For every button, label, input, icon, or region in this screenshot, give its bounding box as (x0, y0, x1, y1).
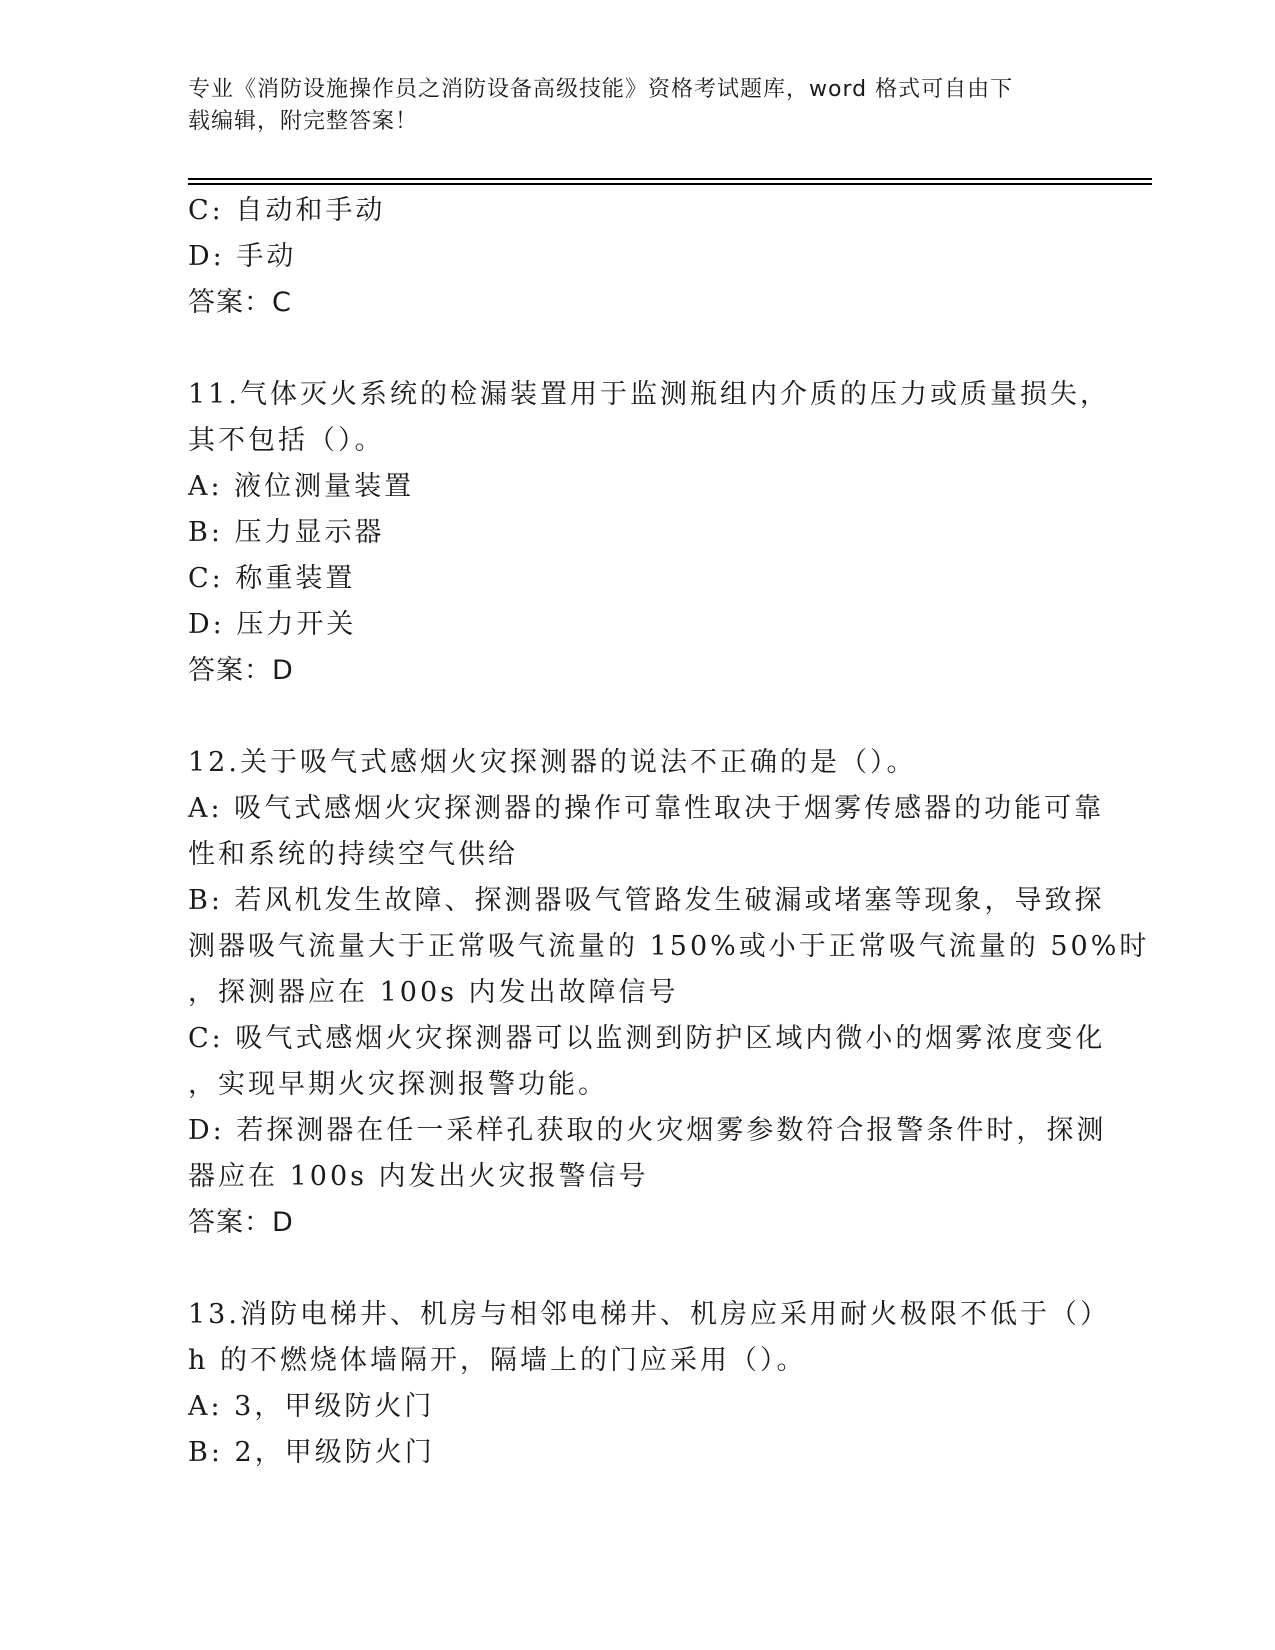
spacer (188, 694, 1088, 740)
spacer (188, 326, 1088, 372)
question-stem-cont: h 的不燃烧体墙隔开，隔墙上的门应采用（）。 (188, 1345, 807, 1376)
option-b: B: 2，甲级防火门 (188, 1437, 435, 1468)
option-d-cont: 器应在 100s 内发出火灾报警信号 (188, 1161, 649, 1192)
option-a: A: 3，甲级防火门 (188, 1391, 435, 1422)
question-stem: 13.消防电梯井、机房与相邻电梯井、机房应采用耐火极限不低于（） (188, 1299, 1110, 1330)
header-divider-bottom (188, 183, 1152, 185)
option-d: D: 压力开关 (188, 609, 357, 640)
option-b-cont: ，探测器应在 100s 内发出故障信号 (188, 977, 679, 1008)
option-a: A: 吸气式感烟火灾探测器的操作可靠性取决于烟雾传感器的功能可靠 (188, 793, 1105, 824)
option-b: B: 压力显示器 (188, 517, 385, 548)
header-line-2: 载编辑，附完整答案！ (188, 109, 419, 134)
question-12 (188, 740, 1150, 1246)
option-d: D: 手动 (188, 241, 297, 272)
option-b: B: 若风机发生故障、探测器吸气管路发生破漏或堵塞等现象，导致探 (188, 885, 1105, 916)
option-c: C: 吸气式感烟火灾探测器可以监测到防护区域内微小的烟雾浓度变化 (188, 1023, 1106, 1054)
option-c: C: 称重装置 (188, 563, 356, 594)
option-c: C: 自动和手动 (188, 195, 386, 226)
header-divider-top (188, 178, 1152, 180)
answer: 答案：C (188, 287, 292, 318)
question-stem-cont: 其不包括（）。 (188, 425, 385, 456)
question-stem: 12.关于吸气式感烟火灾探测器的说法不正确的是（）。 (188, 747, 917, 778)
option-d: D: 若探测器在任一采样孔获取的火灾烟雾参数符合报警条件时，探测 (188, 1115, 1107, 1146)
question-content (188, 188, 1150, 1476)
document-header (188, 74, 1068, 138)
option-c-cont: ，实现早期火灾探测报警功能。 (188, 1069, 608, 1100)
question-11 (188, 372, 1110, 694)
question-stem: 11.气体灭火系统的检漏装置用于监测瓶组内介质的压力或质量损失， (188, 379, 1110, 410)
option-a: A: 液位测量装置 (188, 471, 415, 502)
option-b-cont: 测器吸气流量大于正常吸气流量的 150%或小于正常吸气流量的 50%时 (188, 931, 1150, 962)
answer: 答案：D (188, 1207, 294, 1238)
answer: 答案：D (188, 655, 294, 686)
option-a-cont: 性和系统的持续空气供给 (188, 839, 518, 870)
question-13 (188, 1292, 1110, 1476)
spacer (188, 1246, 1088, 1292)
header-line-1: 专业《消防设施操作员之消防设备高级技能》资格考试题库，word 格式可自由下 (188, 77, 1014, 102)
previous-question (188, 188, 1088, 326)
